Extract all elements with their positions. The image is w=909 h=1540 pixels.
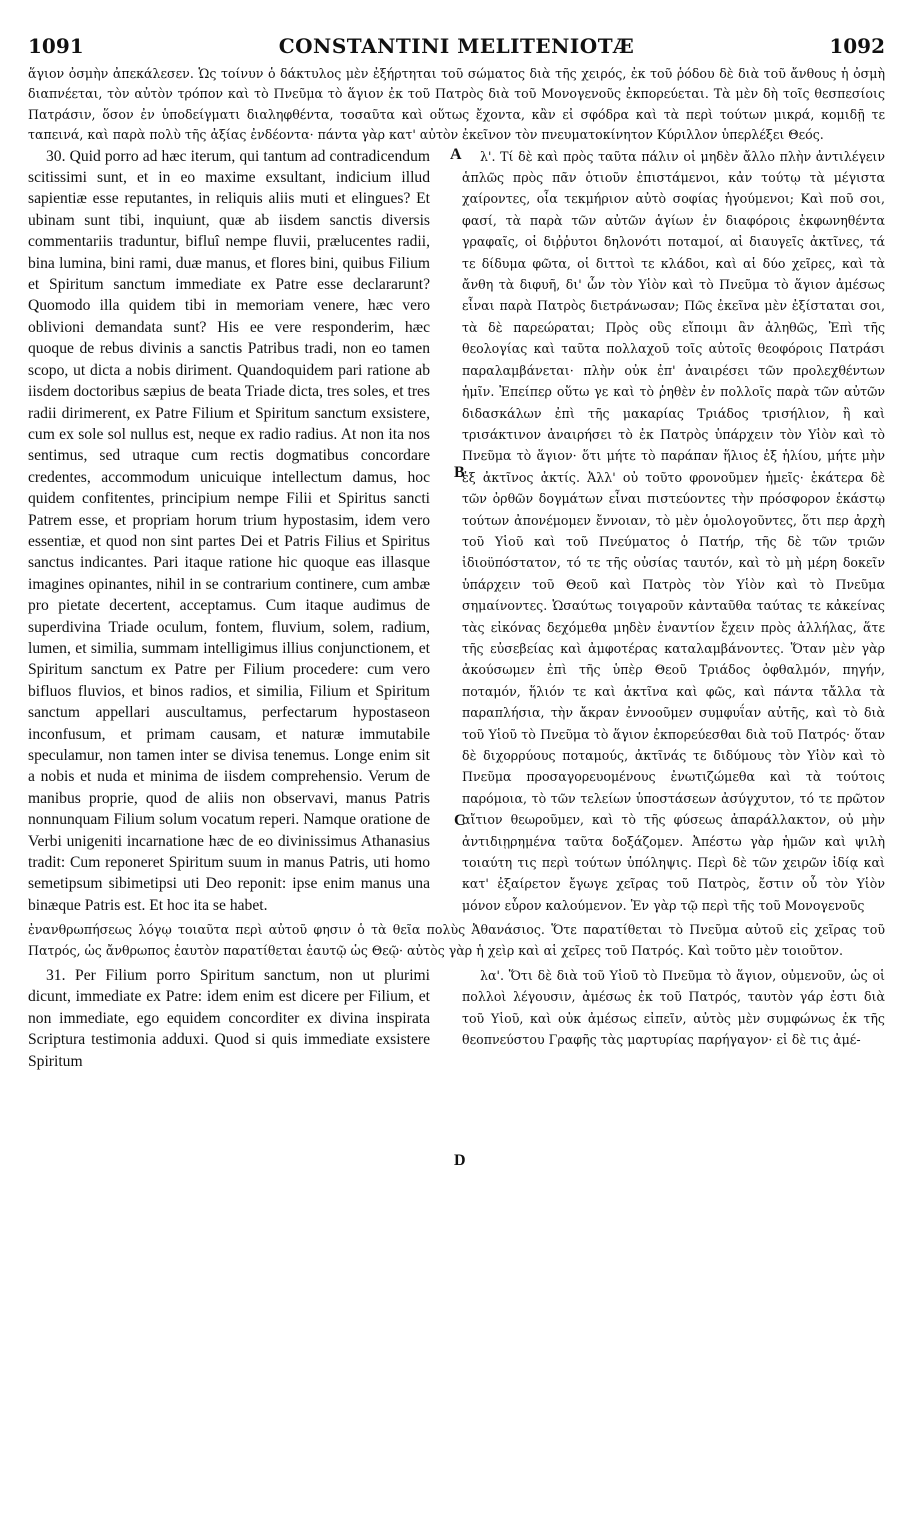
greek-column-31: [448, 965, 885, 1072]
latin-section-31: 31. Per Filium porro Spiritum sanctum, non ut plurimi dicunt, immediate ex Patre: idem enim est dicere per Filium, et non immediate, ego equidem concorditer ex divina inspirata Scriptura testimonia adduxi. Quod si quis immediate exsistere Spiritum: [28, 967, 430, 1070]
greek-section-31: λα'. Ὅτι δὲ διὰ τοῦ Υἱοῦ τὸ Πνεῦμα τὸ ἅγιον, οὐμενοῦν, ὡς οἱ πολλοὶ λέγουσιν, ἀμέσως ἐκ τοῦ Πατρός, ταυτὸν γάρ ἐστι διὰ τοῦ Υἱοῦ, καὶ οὐκ ἀμέσως εἰπεῖν, αὐτὸς μὲν συμφώνως ἐκ τῆς θεοπνεύστου Γραφῆς τὰς μαρτυρίας παρήγαγον· εἰ δὲ τις ἀμέ-: [462, 968, 885, 1048]
latin-column-31: [28, 965, 448, 1072]
margin-marker-d: D: [454, 1151, 466, 1169]
bottom-greek-paragraph: ἐνανθρωπήσεως λόγῳ τοιαῦτα περὶ αὐτοῦ φησιν ὁ τὰ θεῖα πολὺς Ἀθανάσιος. Ὅτε παρατίθεται τὸ Πνεῦμα αὐτοῦ εἰς χεῖρας τοῦ Πατρός, ὡς ἄνθρωπος ἑαυτὸν παρατίθεται ἑαυτῷ ὡς Θεῷ· αὐτὸς γὰρ ἡ χεὶρ καὶ αἱ χεῖρες τοῦ Πατρός. Καὶ τοῦτο μὲν τοιοῦτον.: [28, 922, 885, 958]
running-title: CONSTANTINI MELITENIOTÆ: [278, 34, 635, 58]
margin-marker-c: C: [454, 811, 466, 829]
latin-section-30: 30. Quid porro ad hæc iterum, qui tantum ad contradicendum scitissimi sunt, et in eo maxime exsultant, indicium illud sapientiæ esse reputantes, in reliquis aliis muti et elingues? Et ubinam sunt tibi, inquiunt, quæ ab iisdem sanctis diversis commentariis traduntur, bifluî nempe fluvii, prælucentes radii, bina lumina, bini rami, duæ manus, et flores bini, quibus Filium et Spiritum sanctum immediate ex Patre esse declararunt? Quomodo illa quidem tibi in memoriam venere, hæc vero oblivioni demandata sunt? His ee vere responderim, hæc quoque de rebus divinis a sanctis Patribus tradi, non eo tamen scopo, ut dicta a nobis diriment. Quandoquidem pari ratione ab iisdem doctoribus sæpius de beata Triade dicta, tres soles, et tres radii dirimerent, ex Patre Filium et Spiritum sanctum exsistere, cum ex sole sol nullus est, neque ex radio radius. At non ita nos sentimus, sed utraque cum rectis dogmatibus concordare credentes, accommodum unicuique intellectum damus, hoc quidem confitentes, principium nempe Filii et Spiritus sancti Patrem esse, et propriam horum trium hypostasim, idem vero essentiæ, et quod non sint partes Dei et Patris Filius et Spiritus sanctus indicantes. Pari itaque ratione hic quoque eas illasque imagines opinantes, nihil in se contrarium continere, cum ambæ pro pietate decertent, acceptamus. Cum itaque audimus de superdivina Triade oculum, fontem, fluvium, solem, radium, lumen, et similia, summam intelligimus illius conjunctionem, et Spiritum sanctum ex Patre per Filium procedere: cum vero bifluos fluvios, et binos radios, et similia, Filium et Spiritum sanctum appellari auscultamus, perfectarum hypostaseon inconfusum, et primam causam, et naturæ immutabile speculamur, non tamen inter se divisa tenemus. Longe enim sit a nobis et nuda et minima de iisdem comprehensio. Verum de manibus proprie, quod de aliis non observavi, manus Patris nonnunquam Filium solum vocatum reperi. Namque oratione de Verbi unigeniti incarnatione hæc de eo divinissimus Athanasius tradit: Cum reponeret Spiritum suum in manus Patris, uti homo semetipsum sibimetipsi uti Deo reponit: ipse enim manus una binæque Patris est. Et hoc ita se habet.: [28, 147, 430, 914]
latin-column-30: [28, 146, 448, 917]
greek-section-30: λ'. Τί δὲ καὶ πρὸς ταῦτα πάλιν οἱ μηδὲν ἄλλο πλὴν ἀντιλέγειν ἁπλῶς πρὸς πᾶν ὁτιοῦν ἐπιστάμενοι, κἀν τούτῳ τὰ μέγιστα χαίροντες, οἷα τεκμήριον αὐτὸ σοφίας ἡγούμενοι; Καὶ ποῦ σοι, φασί, τὰ παρὰ τῶν αὐτῶν ἁγίων ἐν διαφόροις ἐκφωνηθέντα γραφαῖς, οἱ διῤῥυτοι δηλονότι ποταμοί, αἱ διαυγεῖς ἀκτῖνες, τά τε δίδυμα φῶτα, οἱ διττοὶ τε κλάδοι, καὶ αἱ δύο χεῖρες, καὶ τὰ ἄνθη τὰ διφυῆ, δι' ὧν τὸν Υἱὸν καὶ τὸ Πνεῦμα τὸ ἅγιον ἀμέσως εἶναι παρὰ Πατρὸς διετράνωσαν; Πῶς ἐκεῖνα μὲν ἐξίσταται σοι, τὰ δὲ παρεώραται; Πρὸς οὓς εἴποιμι ἂν ἀληθῶς, Ἐπὶ τῆς θεολογίας καὶ ταῦτα πολλαχοῦ τοῖς αὐτοῖς θεοφόροις Πατράσι παραλαμβάνεται· πλὴν οὐκ ἐπ' ἀναιρέσει τῶν προλεχθέντων ἡμῖν. Ἐπείπερ οὕτω γε καὶ τὸ ῥηθὲν ἐν πολλοῖς παρὰ τῶν αὐτῶν διδασκάλων ἐπὶ τῆς μακαρίας Τριάδος τρισήλιον, ἢ καὶ τρισάκτινον ἀναιρήσει τὸ ἐκ Πατρὸς ὑπάρχειν τὸν Υἱὸν καὶ τὸ Πνεῦμα τὸ ἅγιον· ὅτι μήτε τὸ παράπαν ἥλιος ἐξ ἡλίου, μήτε μὴν ἐξ ἀκτῖνος ἀκτίς. Ἀλλ' οὐ τοῦτο φρονοῦμεν ἡμεῖς· ἑκάτερα δὲ τῶν ὀρθῶν δογμάτων εἶναι πιστεύοντες τὴν πρόσφορον ἑκάστῳ τούτων ἀπονέμομεν ἔννοιαν, τὸ μὲν ὁμολογοῦντες, ὅτι περ ἀρχὴ τοῦ Υἱοῦ καὶ τοῦ Πνεύματος ὁ Πατήρ, τῆς δὲ τῶν τριῶν ἰδιοϋπόστατον, τό τε τῆς οὐσίας ταυτόν, καὶ τὸ μὴ μέρη δοκεῖν ὑπάρχειν τοῦ Θεοῦ καὶ Πατρὸς τὸν Υἱὸν καὶ τὸ Πνεῦμα σημαίνοντες. Ὡσαύτως τοιγαροῦν κἀνταῦθα ταύτας τε κἀκείνας τὰς εἰκόνας δεχόμεθα μηδὲν ἐναντίον ἔχειν πρὸς ἀλλήλας, ἅτε τῆς εὐσεβείας καὶ ἀμφοτέρας καταλαμβάνοντες. Ὅταν μὲν γὰρ ἀκούσωμεν ἐπὶ τῆς ὑπὲρ Θεοῦ Τριάδος ὀφθαλμόν, πηγήν, ποταμόν, ἥλιόν τε καὶ ἀκτῖνα καὶ φῶς, καὶ πάντα τἄλλα τὰ παραπλήσια, τὴν ἄκραν ἐννοοῦμεν συμφυΐαν αὐτῆς, καὶ τὸ διὰ τοῦ Υἱοῦ τὸ Πνεῦμα τὸ ἅγιον ἐκπορεύεσθαι διὰ τοῦ Πατρός· ὅταν δὲ διχορρύους ποταμούς, ἀκτῖνάς τε διδύμους τὸν Υἱὸν καὶ τὸ Πνεῦμα προσαγορευομένους ἐνωτιζώμεθα καὶ τὰ τούτοις παρόμοια, τὸ τῶν τελείων ὑποστάσεων ἀσύγχυτον, τό τε πρῶτον αἴτιον θεωροῦμεν, καὶ τὸ τῆς φύσεως ἀπαράλλακτον, οὐ μὴν ἀντιδιῃρημένα ταῦτα δοξάζομεν. Ἀπέστω γὰρ ἡμῶν καὶ ψιλὴ τοιαύτη τις περὶ τούτων ὑπόληψις. Περὶ δὲ τῶν χειρῶν ἰδίᾳ καὶ κατ' ἐξαίρετον ἔγωγε χεῖρας τοῦ Πατρὸς, ἔστιν οὗ τὸν Υἱὸν μόνον εὗρον καλούμενον. Ἐν γὰρ τῷ περὶ τῆς τοῦ Μονογενοῦς: [462, 148, 885, 913]
margin-marker-a: A: [450, 145, 462, 163]
page-number-right: 1092: [829, 34, 885, 58]
page-header: [28, 34, 885, 60]
section-31-columns: [28, 965, 885, 1072]
page-number-left: 1091: [28, 34, 84, 58]
greek-column-30: [448, 146, 885, 917]
top-greek-paragraph: ἅγιον ὀσμὴν ἀπεκάλεσεν. Ὡς τοίνυν ὁ δάκτυλος μὲν ἐξήρτηται τοῦ σώματος διὰ τῆς χειρός, ἐκ τοῦ ῥόδου δὲ διὰ τοῦ ἄνθους ἡ ὀσμὴ διαπνέεται, τὸν αὐτὸν τρόπον καὶ τὸ Πνεῦμα τὸ ἅγιον ἐκ τοῦ Πατρὸς διὰ τοῦ Μονογενοῦς ἐκπορεύεται. Τὰ μὲν δὴ τοῖς θεσπεσίοις Πατράσιν, ὅσον ἐν ὑποδείγματι διαληφθέντα, τοσαῦτα καὶ οὕτως ἔχοντα, κἂν εἰ σφόδρα καὶ τὰ περὶ τούτων μικρά, κομιδῇ τε ταπεινά, καὶ παρὰ πολὺ τῆς ἀξίας ἐνδέοντα· πάντα γὰρ κατ' αὐτὸν ἐκεῖνον τὸν πνευματοκίνητον Κύριλλον ὑπερλέξει Θεός.: [28, 66, 885, 143]
margin-marker-b: B: [454, 463, 465, 481]
